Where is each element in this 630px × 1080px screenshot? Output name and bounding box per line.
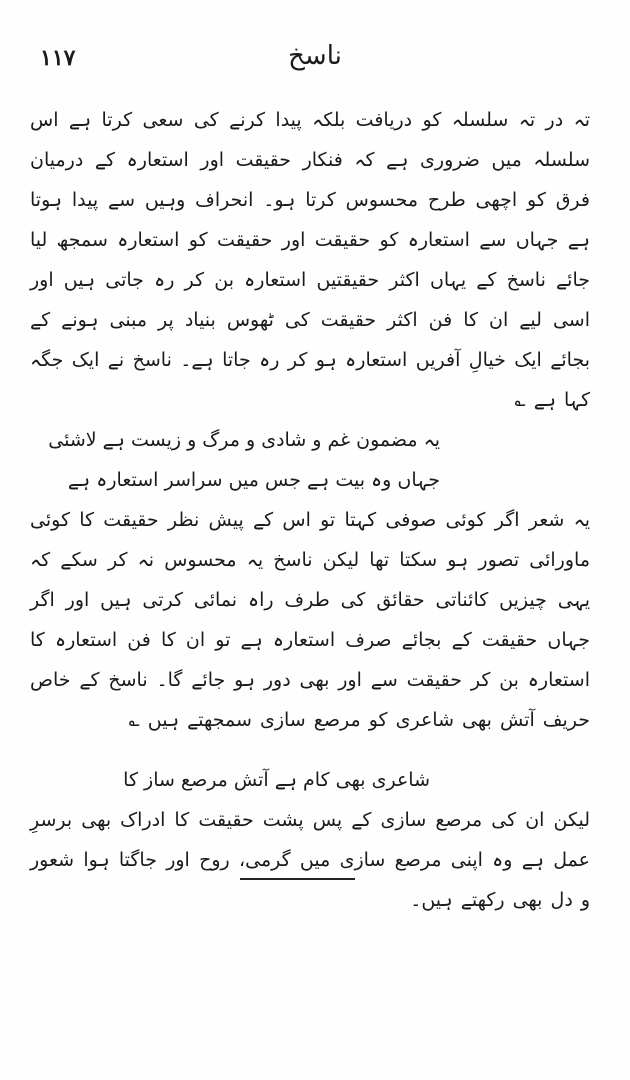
paragraph-3: لیکن ان کی مرصع سازی کے پس پشت حقیقت کا ادراک بھی برسرِ عمل ہے وہ اپنی مرصع سازی میں گرمی، روح اور جاگتا ہوا شعور و دل بھی رکھتے ہیں۔ [30, 809, 590, 911]
running-title: ناسخ [288, 41, 342, 71]
page-number: ۱۱۷ [40, 45, 76, 71]
verse-1-line-2: جہاں وہ بیت ہے جس میں سراسر استعارہ ہے [67, 469, 440, 491]
verse-1-line-1: یہ مضمون غم و شادی و مرگ و زیست ہے لاشئی [48, 429, 440, 451]
page-body [30, 100, 590, 920]
paragraph-2: یہ شعر اگر کوئی صوفی کہتا تو اس کے پیش نظر حقیقت کا کوئی ماورائی تصور ہو سکتا تھا لیکن ناسخ یہ محسوس نہ کر سکے کہ یہی چیزیں کائناتی حقائق کی طرف راہ نمائی کرتی ہیں اور اگر جہاں حقیقت کے بجائے صرف استعارہ ہے تو ان کا فن استعارہ کا استعارہ بن کر حقیقت سے اور بھی دور ہو جائے گا۔ ناسخ کے خاص حریف آتش بھی شاعری کو مرصع سازی سمجھتے ہیں ؎ [30, 509, 590, 731]
section-divider [240, 878, 355, 880]
paragraph-1: تہ در تہ سلسلہ کو دریافت بلکہ پیدا کرنے کی سعی کرتا ہے اس سلسلہ میں ضروری ہے کہ فنکار حقیقت اور استعارہ کے درمیان فرق کو اچھی طرح محسوس کرتا ہو۔ انحراف وہیں سے پیدا ہوتا ہے جہاں سے استعارہ کو حقیقت اور حقیقت کو استعارہ سمجھ لیا جائے ناسخ کے یہاں اکثر حقیقتیں استعارہ بن کر رہ جاتی ہیں اور اسی لیے ان کا فن اکثر حقیقت کی ٹھوس بنیاد پر مبنی ہونے کے بجائے ایک خیالِ آفریں استعارہ ہو کر رہ جاتا ہے۔ ناسخ نے ایک جگہ کہا ہے ؎ [30, 109, 590, 411]
page-header [0, 38, 630, 78]
verse-2: شاعری بھی کام ہے آتش مرصع ساز کا [123, 769, 430, 791]
